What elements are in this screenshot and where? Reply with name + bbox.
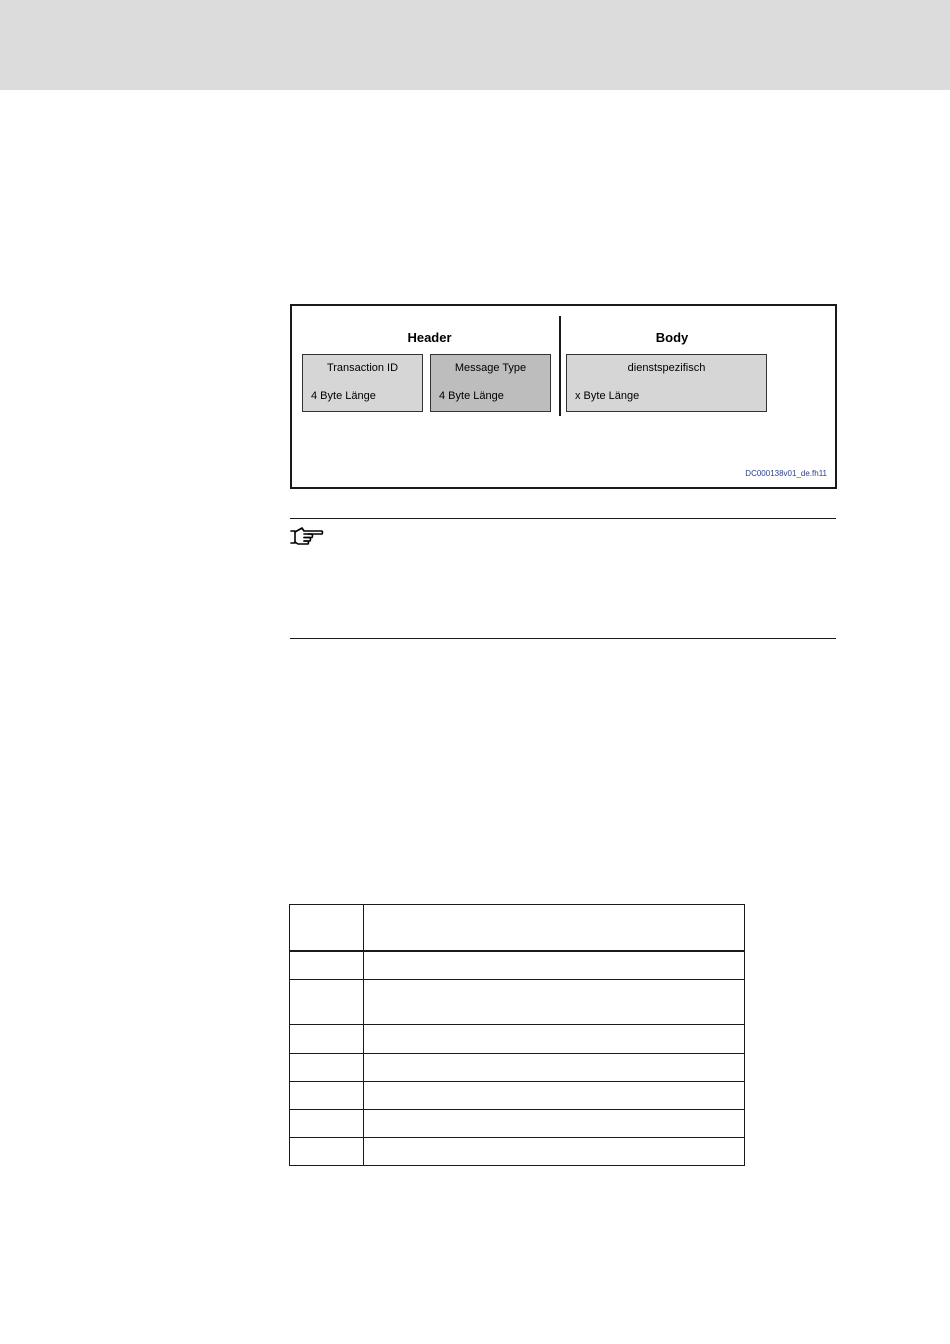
table-cell — [364, 1054, 745, 1082]
transaction-id-field — [302, 354, 423, 412]
table-cell — [290, 1025, 364, 1054]
field-length: x Byte Länge — [575, 390, 640, 402]
figure-id: DC000138v01_de.fh11 — [745, 469, 827, 478]
note-rule-top — [290, 518, 836, 519]
field-name: dienstspezifisch — [627, 362, 706, 374]
table-row — [290, 951, 745, 980]
table-cell — [364, 1110, 745, 1138]
table-row — [290, 1025, 745, 1054]
message-type-field — [430, 354, 551, 412]
table-row — [290, 1054, 745, 1082]
pointing-hand-icon — [290, 526, 324, 546]
table-cell — [290, 1110, 364, 1138]
body-section-title: Body — [655, 330, 689, 345]
table-cell — [290, 1082, 364, 1110]
table-row — [290, 1110, 745, 1138]
table-cell — [290, 1138, 364, 1166]
field-length: 4 Byte Länge — [439, 390, 504, 402]
note-rule-bottom — [290, 638, 836, 639]
table-row — [290, 1082, 745, 1110]
field-name: Transaction ID — [326, 362, 399, 374]
field-name: Message Type — [454, 362, 527, 374]
table-cell — [364, 951, 745, 980]
table-cell — [364, 980, 745, 1025]
field-length: 4 Byte Länge — [311, 390, 376, 402]
table-cell — [364, 1082, 745, 1110]
header-body-divider — [559, 316, 561, 416]
table-header-row — [290, 905, 745, 951]
table-cell — [290, 1054, 364, 1082]
table-header-cell — [290, 905, 364, 951]
table-cell — [364, 1138, 745, 1166]
table-row — [290, 1138, 745, 1166]
table-cell — [290, 980, 364, 1025]
service-specific-field — [566, 354, 767, 412]
table-cell — [364, 1025, 745, 1054]
table-header-cell — [364, 905, 745, 951]
page-header-band — [0, 0, 950, 90]
table-row — [290, 980, 745, 1025]
table-cell — [290, 951, 364, 980]
header-section-title: Header — [407, 330, 452, 345]
spec-table — [289, 904, 745, 1166]
message-structure-figure — [290, 304, 837, 489]
